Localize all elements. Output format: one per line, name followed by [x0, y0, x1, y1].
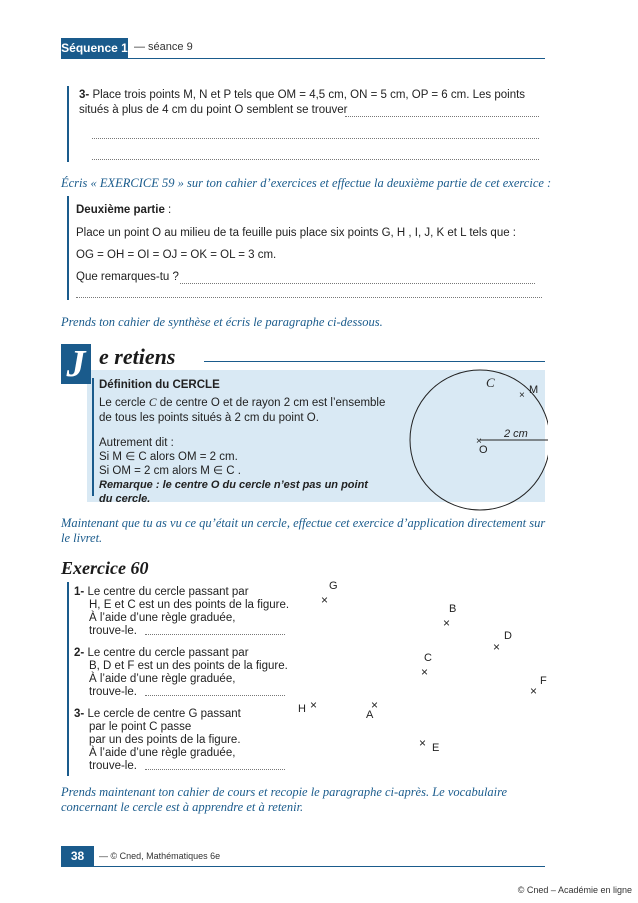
point-e-mark: ×: [419, 736, 427, 750]
def-line1-a: Le cercle: [99, 397, 146, 409]
q3-num: 3-: [79, 89, 90, 101]
ex-item-1: [74, 586, 289, 638]
point-b-label: B: [449, 603, 457, 615]
retiens-letter: J: [61, 344, 91, 384]
m-cross: ×: [519, 390, 525, 401]
ex-item-2: [74, 647, 288, 699]
def-line1: [99, 396, 385, 411]
def-line1-b: de centre O et de rayon 2 cm est l’ensemble: [156, 397, 386, 409]
center-cross: ×: [476, 436, 482, 447]
si-line2: Si OM = 2 cm alors M ∈ C .: [99, 465, 241, 477]
def-symbol: C: [148, 397, 157, 409]
instruction-synthese: Prends ton cahier de synthèse et écris le paragraphe ci-dessous.: [61, 315, 383, 329]
point-m-label: M: [529, 384, 539, 396]
radius-label: 2 cm: [504, 428, 528, 440]
ex-item-3: [74, 708, 241, 773]
ex-item-3-l5: trouve-le.: [89, 760, 137, 772]
ex-item-3-num: 3-: [74, 708, 85, 720]
instruction-ex59: Écris « EXERCICE 59 » sur ton cahier d’exercices et effectue la deuxième partie de cet exercice :: [61, 176, 552, 190]
ex-item-2-answer: [145, 694, 285, 696]
credit-text: © Cned – Académie en ligne: [517, 885, 632, 895]
ex-item-1-l2: H, E et C est un des points de la figure.: [89, 599, 290, 611]
ex-item-3-answer: [145, 768, 285, 770]
ex-item-3-l3: par un des points de la figure.: [89, 734, 241, 746]
point-a-label: A: [366, 709, 374, 721]
part2-title-line: [76, 203, 171, 218]
retiens-sidebar: [92, 378, 94, 496]
point-c-mark: ×: [421, 665, 429, 679]
exercise-sidebar: [67, 582, 69, 776]
point-f-label: F: [540, 675, 547, 687]
q3-line1: [79, 88, 549, 103]
point-d-mark: ×: [493, 640, 501, 654]
footer-rule: [61, 866, 545, 867]
header-rule: [61, 58, 545, 59]
ex-item-2-l4: trouve-le.: [89, 686, 137, 698]
point-h-label: H: [298, 703, 306, 715]
ex-item-1-l4: trouve-le.: [89, 625, 137, 637]
q3-answer-dots-1: [345, 115, 539, 117]
part2-sidebar: [67, 196, 69, 300]
ex-item-1-l3: À l’aide d’une règle graduée,: [89, 612, 236, 624]
q3-answer-dots-2: [92, 137, 539, 139]
point-f-mark: ×: [530, 684, 538, 698]
q3-answer-dots-3: [92, 158, 539, 160]
center-o-label: O: [479, 444, 488, 456]
ex-item-2-num: 2-: [74, 647, 85, 659]
seance-label: — séance 9: [134, 41, 193, 53]
point-e-label: E: [432, 742, 440, 754]
exercise-title: Exercice 60: [61, 558, 149, 578]
part2-line1: Place un point O au milieu de ta feuille puis place six points G, H , I, J, K et L tels que :: [76, 227, 516, 239]
q3-text1: Place trois points M, N et P tels que OM = 4,5 cm, ON = 5 cm, OP = 6 cm. Les points: [92, 89, 526, 101]
circle-symbol-label: C: [486, 375, 495, 390]
ex-item-1-num: 1-: [74, 586, 85, 598]
ex-item-1-l1: Le centre du cercle passant par: [87, 586, 249, 598]
circle-figure: [408, 365, 548, 525]
ex-item-1-answer: [145, 633, 285, 635]
part2-line3: Que remarques-tu ?: [76, 271, 179, 283]
part2-title: Deuxième partie: [76, 204, 165, 216]
part2-line2: OG = OH = OI = OJ = OK = OL = 3 cm.: [76, 249, 277, 261]
remarque-line2: du cercle.: [99, 493, 151, 505]
part2-answer-dots-1: [180, 282, 535, 284]
remarque-line1: Remarque : le centre O du cercle n’est pas un point: [99, 479, 368, 491]
instruction-application: Maintenant que tu as vu ce qu’était un cercle, effectue cet exercice d’application directement sur le livret.: [61, 516, 546, 545]
ex-item-2-l3: À l’aide d’une règle graduée,: [89, 673, 236, 685]
ex-item-3-l2: par le point C passe: [89, 721, 192, 733]
q3-line2: situés à plus de 4 cm du point O semblent se trouver: [79, 104, 348, 116]
ex-item-3-l1: Le cercle de centre G passant: [87, 708, 241, 720]
point-b-mark: ×: [443, 616, 451, 630]
q3-sidebar: [67, 86, 69, 162]
page-number: 38: [61, 846, 94, 866]
part2-title-suffix: :: [164, 204, 172, 216]
ex-item-2-l1: Le centre du cercle passant par: [87, 647, 249, 659]
retiens-rule: [204, 361, 545, 362]
def-title: Définition du CERCLE: [99, 379, 220, 391]
retiens-title: e retiens: [99, 344, 176, 369]
autrement-dit: Autrement dit :: [99, 437, 174, 449]
ex-item-2-l2: B, D et F est un des points de la figure.: [89, 660, 288, 672]
instruction-final: Prends maintenant ton cahier de cours et recopie le paragraphe ci-après. Le vocabulaire concernant le cercle est à apprendre et à retenir.: [61, 785, 508, 814]
sequence-tab: Séquence 1: [61, 38, 128, 58]
point-d-label: D: [504, 630, 512, 642]
def-line2: de tous les points situés à 2 cm du point O.: [99, 412, 319, 424]
part2-answer-dots-2: [76, 296, 542, 298]
footer-text: — © Cned, Mathématiques 6e: [99, 851, 221, 861]
point-g-label: G: [329, 580, 338, 592]
point-h-mark: ×: [310, 698, 318, 712]
point-c-label: C: [424, 652, 432, 664]
point-g-mark: ×: [321, 593, 329, 607]
ex-item-3-l4: À l’aide d’une règle graduée,: [89, 747, 236, 759]
point-a-mark: ×: [371, 698, 379, 712]
si-line1: Si M ∈ C alors OM = 2 cm.: [99, 451, 238, 463]
